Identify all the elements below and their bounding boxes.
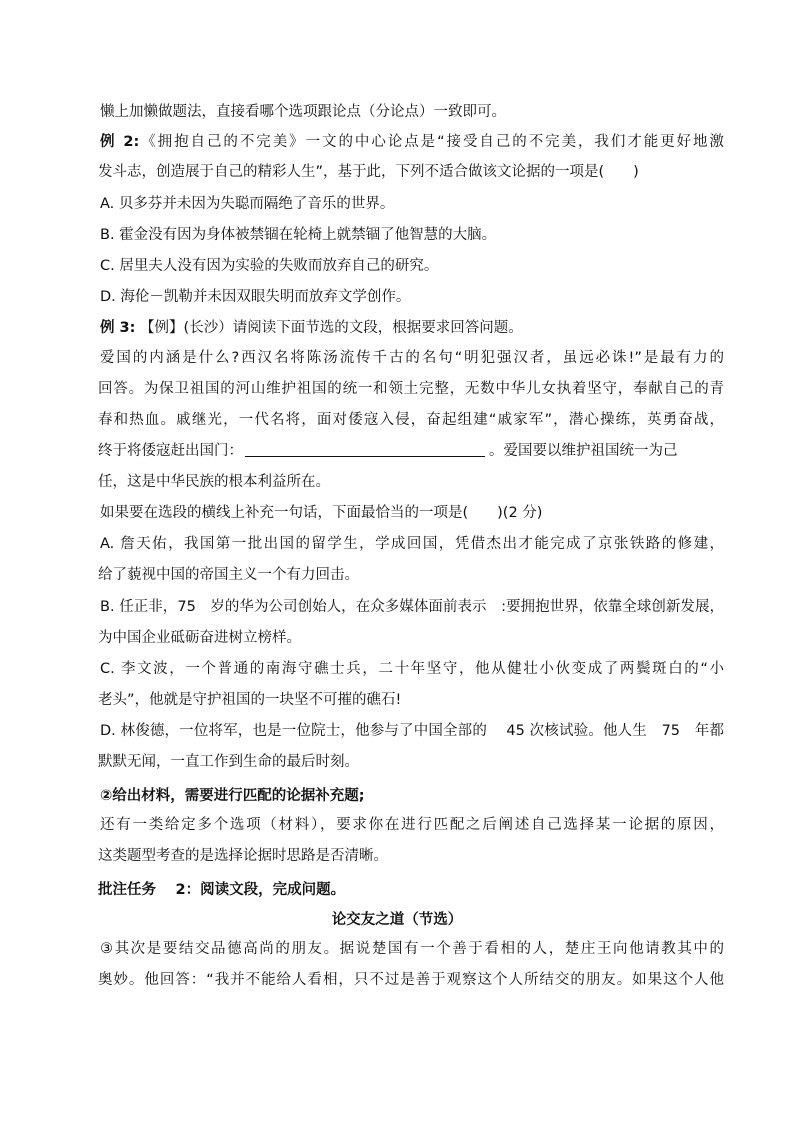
paragraph-line: 这类题型考查的是选择论据时思路是否清晰。 [98,848,388,864]
example-text: 【例】(长沙）请阅读下面节选的文段，根据要求回答问题。 [140,320,523,336]
option-a: A. 贝多芬并未因为失聪而隔绝了音乐的世界。 [100,196,395,212]
passage-text: 。爱国要以维护祖国统一为己 [489,443,678,459]
passage-line: 回答。为保卫祖国的河山维护祖国的统一和领土完整，无数中华儿女执着坚守，奉献自己的青 [98,381,724,397]
option-d-cont: 默默无闻，一直工作到生命的最后时刻。 [98,754,359,770]
option-c-cont: 老头”，他就是守护祖国的一块坚不可摧的礁石! [98,692,402,708]
passage-text: 终于将倭寇赶出国门： [98,443,243,459]
article-line: ③其次是要结交品德高尚的朋友。据说楚国有一个善于看相的人，楚庄王向他请教其中的 [100,941,724,957]
example-text: 《拥抱自己的不完美》一文的中心论点是“接受自己的不完美，我们才能更好地激 [139,134,724,150]
fill-in-blank [245,442,485,457]
passage-line-with-blank [98,441,678,461]
example-label: 例 3: [100,320,136,336]
passage-line: 任，这是中华民族的根本利益所在。 [98,474,330,490]
example-3-heading [100,318,523,338]
option-c: C. 李文波，一个普通的南海守礁士兵，二十年坚守，他从健壮小伙变成了两鬓斑白的“小 [100,661,724,677]
option-c: C. 居里夫人没有因为实验的失败而放弃自己的研究。 [100,258,439,274]
passage-line: 春和热血。戚继光，一代名将，面对倭寇入侵，奋起组建“戚家军”，潜心操练，英勇奋战， [98,412,724,428]
section-heading: ②给出材料，需要进行匹配的论据补充题; [100,788,365,804]
article-line: 奥妙。他回答：“我并不能给人看相，只不过是善于观察这个人所结交的朋友。如果这个人他 [98,972,724,988]
passage-line: 爱国的内涵是什么?西汉名将陈汤流传千古的名句“明犯强汉者，虽远必诛!”是最有力的 [100,350,724,366]
option-b-cont: 为中国企业砥砺奋进树立榜样。 [98,630,301,646]
article-title: 论交友之道（节选） [331,912,463,928]
option-a-cont: 给了藐视中国的帝国主义一个有力回击。 [98,567,359,583]
example-label: 例 2: [100,134,140,150]
option-a: A. 詹天佑，我国第一批出国的留学生，学成回国，凭借杰出才能完成了京张铁路的修建， [100,536,724,552]
option-d: D. 林俊德，一位将军，也是一位院士，他参与了中国全部的 45 次核试验。他人生 75 年都 [100,723,724,739]
option-d: D. 海伦－凯勒并未因双眼失明而放弃文学创作。 [100,289,411,305]
paragraph-line: 还有一类给定多个选项（材料），要求你在进行匹配之后阐述自己选择某一论据的原因， [100,817,724,833]
option-b: B. 任正非，75 岁的华为公司创始人，在众多媒体面前表示 :要拥抱世界，依靠全球创新发展， [100,599,724,615]
paragraph-line: 懒上加懒做题法，直接看哪个选项跟论点（分论点）一致即可。 [100,104,506,120]
task-heading: 批注任务 2：阅读文段，完成问题。 [98,882,346,898]
option-b: B. 霍金没有因为身体被禁锢在轮椅上就禁锢了他智慧的大脑。 [100,227,497,243]
paragraph-line: 发斗志，创造展于自己的精彩人生”，基于此，下列不适合做该文论据的一项是( ) [98,164,639,180]
question-line: 如果要在选段的横线上补充一句话，下面最恰当的一项是( )(2 分) [100,505,543,521]
example-2-heading [100,132,724,152]
